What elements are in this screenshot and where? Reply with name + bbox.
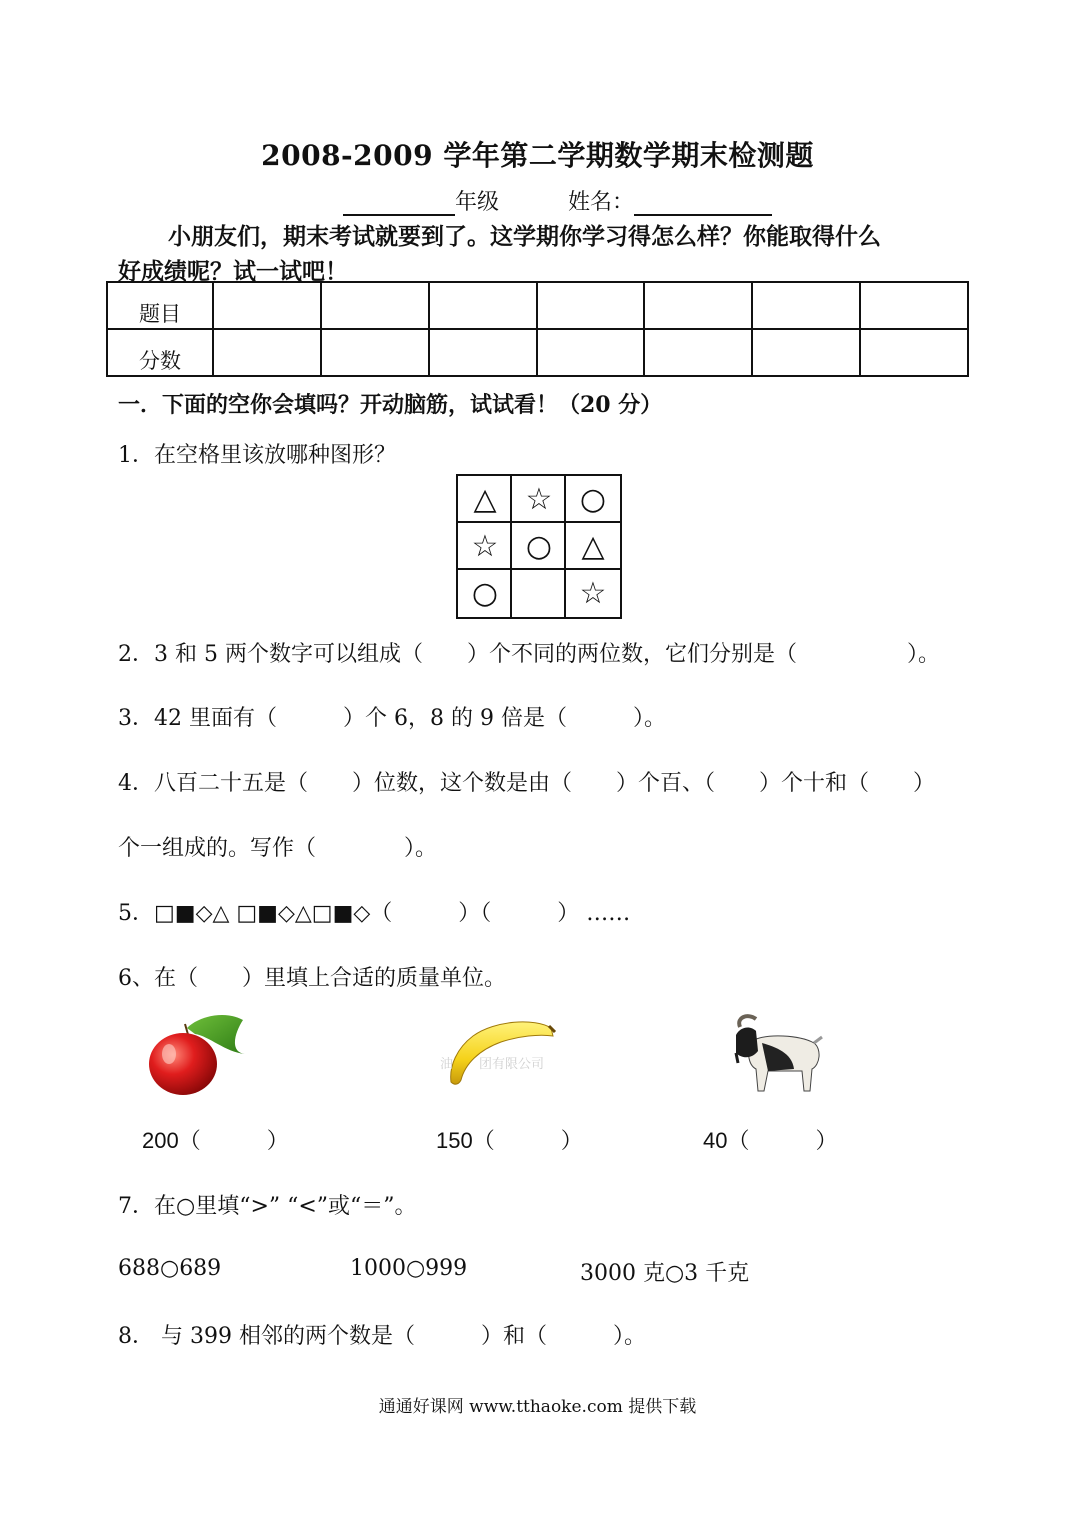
apple-icon — [145, 1012, 249, 1098]
page-title: 2008-2009 学年第二学期数学期末检测题 — [261, 139, 814, 172]
question-2: 2．3 和 5 两个数字可以组成（ ）个不同的两位数，它们分别是（ ）。 — [118, 642, 940, 667]
score-cell[interactable] — [213, 282, 321, 329]
score-cell[interactable] — [860, 329, 968, 376]
score-cell[interactable] — [321, 282, 429, 329]
score-topics-label: 题目 — [107, 282, 213, 329]
score-cell[interactable] — [321, 329, 429, 376]
grid-circle-icon: ○ — [471, 576, 499, 611]
goat-icon — [722, 1013, 828, 1097]
score-cell[interactable] — [644, 329, 752, 376]
apple-unit-blank[interactable]: （ ） — [178, 1128, 289, 1153]
question-6: 6、在（ ）里填上合适的质量单位。 — [118, 966, 506, 991]
q7-compare-3[interactable]: 3000 克○3 千克 — [580, 1261, 750, 1286]
grid-empty-cell[interactable] — [512, 570, 566, 617]
name-blank[interactable] — [634, 188, 772, 216]
grid-triangle-icon: △ — [581, 529, 605, 564]
shape-grid — [456, 474, 622, 619]
score-cell[interactable] — [752, 282, 860, 329]
grade-label: 年级 — [455, 190, 500, 215]
banana-weight: 150 — [436, 1128, 473, 1153]
name-line — [568, 185, 772, 216]
score-cell[interactable] — [644, 282, 752, 329]
grade-line — [343, 185, 499, 216]
question-3: 3．42 里面有（ ）个 6，8 的 9 倍是（ ）。 — [118, 706, 666, 731]
grid-star-icon: ☆ — [579, 576, 607, 611]
watermark-text: 油 团有限公司 — [440, 1057, 545, 1072]
score-cell[interactable] — [860, 282, 968, 329]
q6-item-goat — [703, 1124, 838, 1155]
question-1: 1．在空格里该放哪种图形？ — [118, 443, 396, 468]
score-row-topics — [107, 282, 968, 329]
q7-compare-2[interactable]: 1000○999 — [350, 1256, 468, 1281]
score-row-points — [107, 329, 968, 376]
q6-item-banana — [436, 1124, 583, 1155]
score-cell[interactable] — [213, 329, 321, 376]
grid-circle-icon: ○ — [525, 529, 553, 564]
section-1-heading: 一．下面的空你会填吗？开动脑筋，试试看！（20 分） — [118, 392, 663, 418]
question-8: 8． 与 399 相邻的两个数是（ ）和（ ）。 — [118, 1324, 646, 1349]
q7-compare-1[interactable]: 688○689 — [118, 1256, 222, 1281]
grid-star-icon: ☆ — [525, 482, 553, 517]
banana-unit-blank[interactable]: （ ） — [472, 1128, 583, 1153]
grade-blank[interactable] — [343, 188, 455, 216]
grid-triangle-icon: △ — [473, 482, 497, 517]
score-cell[interactable] — [752, 329, 860, 376]
grid-circle-icon: ○ — [579, 482, 607, 517]
apple-weight: 200 — [142, 1128, 179, 1153]
footer-text: 通通好课网 www.tthaoke.com 提供下载 — [378, 1397, 697, 1417]
q6-item-apple — [142, 1124, 289, 1155]
score-table — [106, 281, 969, 377]
goat-weight: 40 — [703, 1128, 728, 1153]
score-cell[interactable] — [537, 282, 645, 329]
goat-unit-blank[interactable]: （ ） — [727, 1128, 838, 1153]
intro-line-2: 好成绩呢？试一试吧！ — [118, 258, 348, 285]
question-4-line-1: 4．八百二十五是（ ）位数，这个数是由（ ）个百、（ ）个十和（ ） — [118, 771, 935, 796]
banana-icon — [443, 1016, 557, 1088]
score-cell[interactable] — [537, 329, 645, 376]
question-5: 5．□■◇△ □■◇△□■◇（ ）（ ） …… — [118, 901, 631, 926]
question-7: 7．在○里填“>” “<”或“＝”。 — [118, 1194, 417, 1219]
score-cell[interactable] — [429, 329, 537, 376]
grid-star-icon: ☆ — [471, 529, 499, 564]
question-4-line-2: 个一组成的。写作（ ）。 — [118, 836, 438, 861]
score-points-label: 分数 — [107, 329, 213, 376]
score-cell[interactable] — [429, 282, 537, 329]
intro-line-1: 小朋友们，期末考试就要到了。这学期你学习得怎么样？你能取得什么 — [168, 223, 881, 250]
name-label: 姓名： — [568, 190, 635, 215]
